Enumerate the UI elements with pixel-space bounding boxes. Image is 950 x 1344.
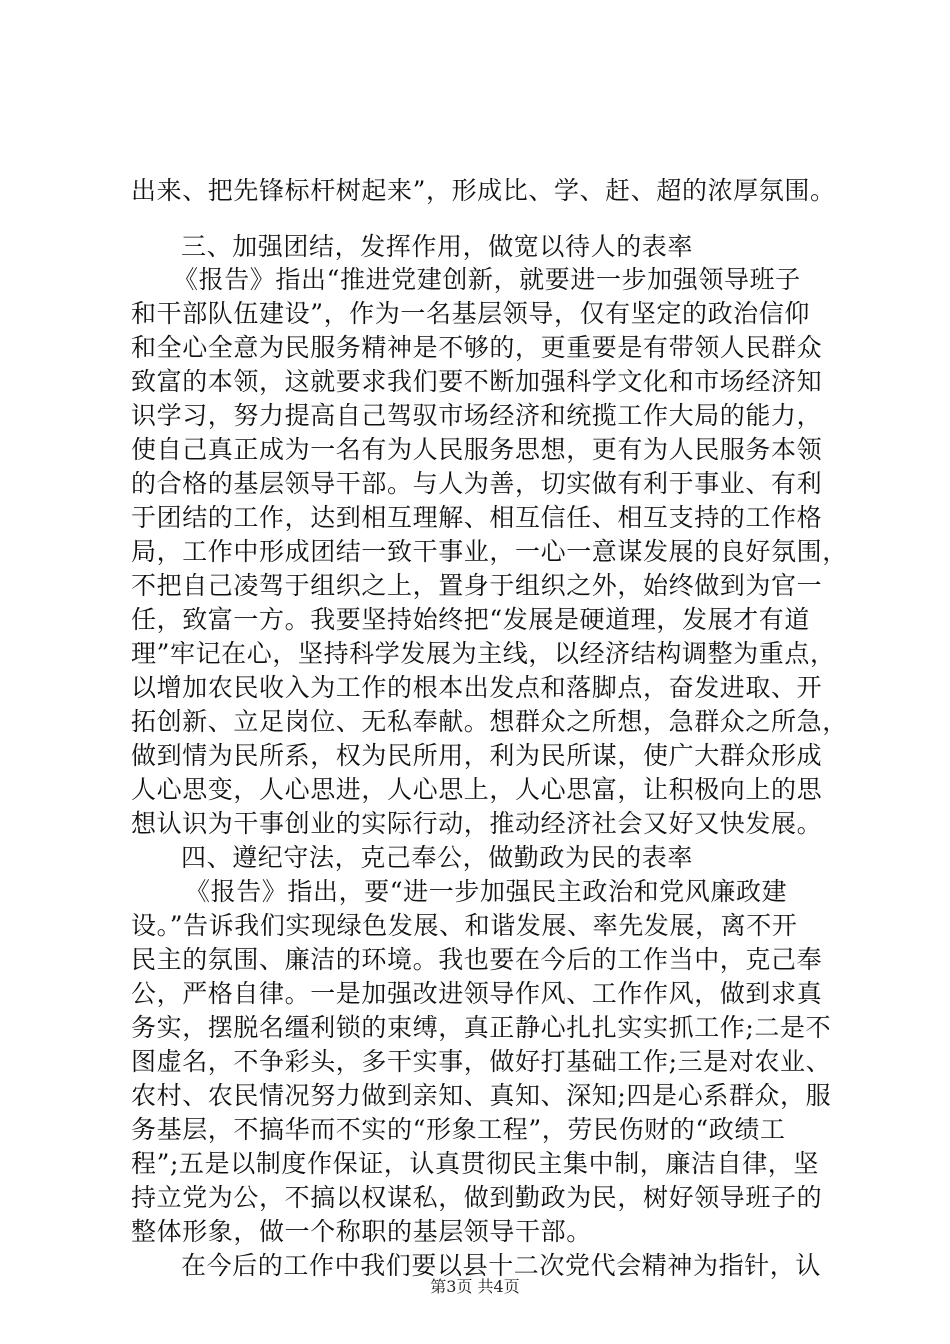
text-line: 和全心全意为民服务精神是不够的，更重要是有带领人民群众	[131, 333, 823, 362]
text-line: 在今后的工作中我们要以县十二次党代会精神为指针，认	[181, 1251, 822, 1280]
text-line: 公，严格自律。一是加强改进领导作风、工作作风，做到求真	[131, 979, 823, 1008]
text-line: 图虚名，不争彩头，多干实事，做好打基础工作;三是对农业、	[131, 1047, 832, 1076]
text-line: 程”;五是以制度作保证，认真贯彻民主集中制，廉洁自律，坚	[131, 1149, 820, 1178]
text-line: 务实，摆脱名缰利锁的束缚，真正静心扎扎实实抓工作;二是不	[131, 1013, 832, 1042]
text-line: 持立党为公，不搞以权谋私，做到勤政为民，树好领导班子的	[131, 1183, 823, 1212]
text-line: 拓创新、立足岗位、无私奉献。想群众之所想，急群众之所急，	[131, 707, 848, 736]
text-line: 以增加农民收入为工作的根本出发点和落脚点，奋发进取、开	[131, 673, 823, 702]
text-line: 使自己真正成为一名有为人民服务思想，更有为人民服务本领	[131, 435, 823, 464]
text-line: 任，致富一方。我要坚持始终把“发展是硬道理，发展才有道	[131, 605, 810, 634]
text-line: 局，工作中形成团结一致干事业，一心一意谋发展的良好氛围，	[131, 537, 848, 566]
text-line: 于团结的工作，达到相互理解、相互信任、相互支持的工作格	[131, 503, 823, 532]
text-line: 不把自己凌驾于组织之上，置身于组织之外，始终做到为官一	[131, 571, 823, 600]
text-line: 务基层，不搞华而不实的“形象工程”，劳民伤财的“政绩工	[131, 1115, 786, 1144]
section-heading: 四、遵纪守法，克己奉公，做勤政为民的表率	[181, 843, 694, 872]
text-line: 《报告》指出“推进党建创新，就要进一步加强领导班子	[173, 265, 801, 294]
text-line: 和干部队伍建设”，作为一名基层领导，仅有坚定的政治信仰	[131, 299, 810, 328]
text-line: 的合格的基层领导干部。与人为善，切实做有利于事业、有利	[131, 469, 823, 498]
text-line: 理”牢记在心，坚持科学发展为主线，以经济结构调整为重点，	[131, 639, 836, 668]
text-line: 人心思变，人心思进，人心思上，人心思富，让积极向上的思	[131, 775, 823, 804]
text-line: 设。”告诉我们实现绿色发展、和谐发展、率先发展，离不开	[131, 911, 798, 940]
text-line: 做到情为民所系，权为民所用，利为民所谋，使广大群众形成	[131, 741, 823, 770]
text-line: 整体形象，做一个称职的基层领导干部。	[131, 1217, 592, 1246]
text-line: 农村、农民情况努力做到亲知、真知、深知;四是心系群众，服	[131, 1081, 832, 1110]
section-heading: 三、加强团结，发挥作用，做宽以待人的表率	[181, 232, 694, 261]
text-line: 民主的氛围、廉洁的环境。我也要在今后的工作当中，克己奉	[131, 945, 823, 974]
text-line: 想认识为干事创业的实际行动，推动经济社会又好又快发展。	[131, 809, 823, 838]
text-line: 《报告》指出，要“进一步加强民主政治和党风廉政建	[185, 877, 788, 906]
page-number: 第3页 共4页	[430, 1277, 520, 1296]
text-line: 出来、把先锋标杆树起来”，形成比、学、赶、超的浓厚氛围。	[131, 176, 836, 205]
text-line: 识学习，努力提高自己驾驭市场经济和统揽工作大局的能力，	[131, 401, 823, 430]
text-line: 致富的本领，这就要求我们要不断加强科学文化和市场经济知	[131, 367, 823, 396]
